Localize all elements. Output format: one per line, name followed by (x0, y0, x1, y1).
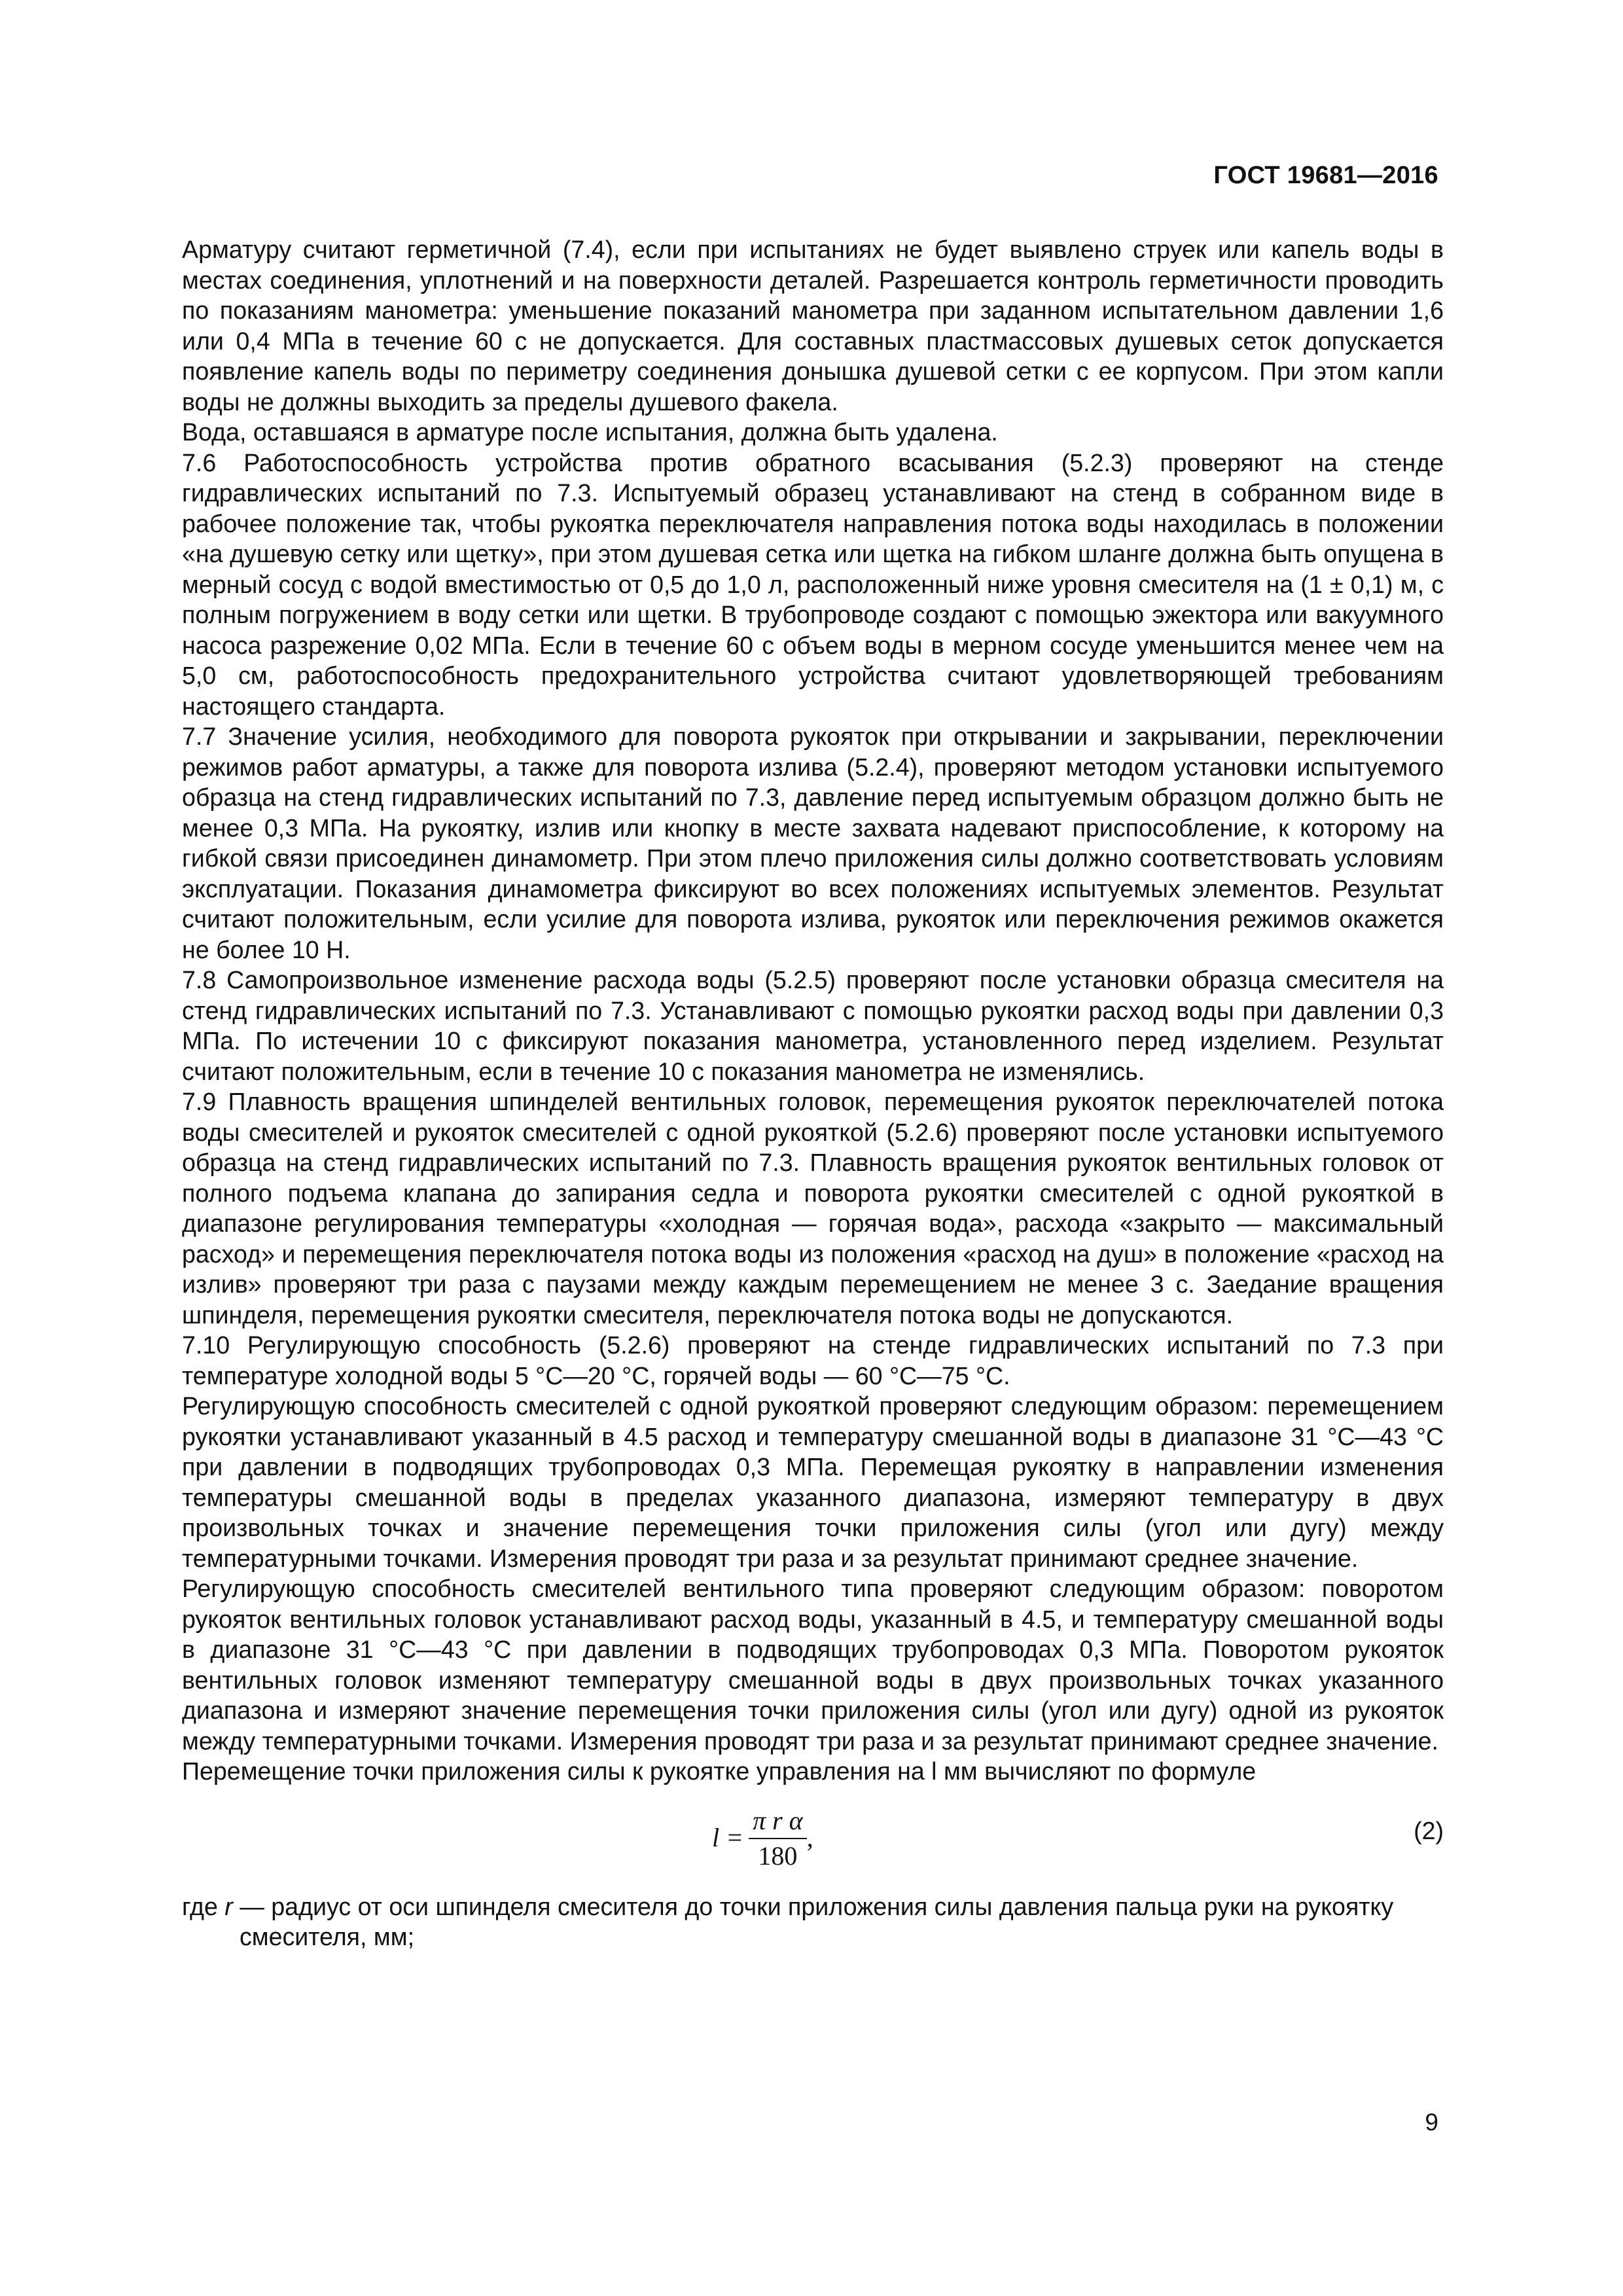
document-code-header: ГОСТ 19681—2016 (1213, 162, 1438, 189)
paragraph-7-10: 7.10 Регулирующую способность (5.2.6) проверяют на стенде гидравлических испытаний по 7.3 при температуре холодной воды 5 °С—20 °С, горячей воды — 60 °С—75 °С. (182, 1331, 1444, 1390)
formula-denominator: 180 (758, 1840, 798, 1871)
where-prefix: где (182, 1892, 218, 1920)
variable-description: радиус от оси шпинделя смесителя до точки приложения силы давления пальца руки на рукоятку (271, 1892, 1394, 1920)
paragraph-7-8: 7.8 Самопроизвольное изменение расхода воды (5.2.5) проверяют после установки образца смесителя на стенд гидравлических испытаний по 7.3. Устанавливают с помощью рукоятки расход воды при давлении 0,3 МПа. По истечении 10 с фиксируют показания манометра, установленного перед изделием. Результат считают положительным, если в течение 10 с показания манометра не изменялись. (182, 966, 1444, 1085)
document-body (182, 234, 1444, 1952)
variable-description-continuation: смесителя, мм; (240, 1923, 415, 1950)
paragraph-tightness: Арматуру считают герметичной (7.4), если при испытаниях не будет выявлено струек или капель воды в местах соединения, уплотнений и на поверхности деталей. Разрешается контроль герметичности проводить по показаниям манометра: уменьшение показаний манометра при заданном испытательном давлении 1,6 или 0,4 МПа в течение 60 с не допускается. Для составных пластмассовых душевых сеток допускается появление капель воды по периметру соединения донышка душевой сетки с ее корпусом. При этом капли воды не должны выходить за пределы душевого факела. (182, 236, 1444, 416)
paragraph-7-6: 7.6 Работоспособность устройства против обратного всасывания (5.2.3) проверяют на стенде гидравлических испытаний по 7.3. Испытуемый образец устанавливают на стенд в собранном виде в рабочее положение так, чтобы рукоятка переключателя направления потока воды находилась в положении «на душевую сетку или щетку», при этом душевая сетка или щетка на гибком шланге должна быть опущена в мерный сосуд с водой вместимостью от 0,5 до 1,0 л, расположенный ниже уровня смесителя на (1 ± 0,1) м, с полным погружением в воду сетки или щетки. В трубопроводе создают с помощью эжектора или вакуумного насоса разрежение 0,02 МПа. Если в течение 60 с объем воды в мерном сосуде уменьшится менее чем на 5,0 см, работоспособность предохранительного устройства считают удовлетворяющей требованиям настоящего стандарта. (182, 448, 1444, 720)
variable-definition (182, 1892, 1444, 1952)
where-dash: — (232, 1892, 272, 1920)
formula-trailing-comma: , (806, 1823, 813, 1853)
formula-fraction (749, 1806, 807, 1871)
paragraph-water-removal: Вода, оставшаяся в арматуре после испытания, должна быть удалена. (182, 418, 998, 446)
paragraph-7-7: 7.7 Значение усилия, необходимого для поворота рукояток при открывании и закрывании, переключении режимов работ арматуры, а также для поворота излива (5.2.4), проверяют методом установки испытуемого образца на стенд гидравлических испытаний по 7.3, давление перед испытуемым образцом должно быть не менее 0,3 МПа. На рукоятку, излив или кнопку в месте захвата надевают приспособление, к которому на гибкой связи присоединен динамометр. При этом плечо приложения силы должно соответствовать условиям эксплуатации. Показания динамометра фиксируют во всех положениях испытуемых элементов. Результат считают положительным, если усилие для поворота излива, рукояток или переключения режимов окажется не более 10 Н. (182, 723, 1444, 963)
formula-lhs: l = (712, 1823, 744, 1853)
formula-number: (2) (1414, 1816, 1444, 1844)
variable-definition-line (182, 1892, 1444, 1922)
variable-symbol: r (224, 1892, 233, 1920)
formula-block (182, 1801, 1444, 1878)
page-number: 9 (1425, 2109, 1438, 2136)
paragraph-7-9: 7.9 Плавность вращения шпинделей вентильных головок, перемещения рукояток переключателей потока воды смесителей и рукояток смесителей с одной рукояткой (5.2.6) проверяют после установки испытуемого образца на стенд гидравлических испытаний по 7.3. Плавность вращения рукояток вентильных головок от полного подъема клапана до запирания седла и поворота рукоятки смесителей с одной рукояткой в диапазоне регулирования температуры «холодная — горячая вода», расхода «закрыто — максимальный расход» и перемещения переключателя потока воды из положения «расход на душ» в положение «расход на излив» проверяют три раза с паузами между каждым перемещением не менее 3 с. Заедание вращения шпинделя, перемещения рукоятки смесителя, переключателя потока воды не допускаются. (182, 1088, 1444, 1329)
paragraph-valve-type-mixers: Регулирующую способность смесителей вентильного типа проверяют следующим образом: поворотом рукояток вентильных головок устанавливают расход воды, указанный в 4.5, и температуру смешанной воды в диапазоне 31 °С—43 °С при давлении в подводящих трубопроводах 0,3 МПа. Поворотом рукояток вентильных головок изменяют температуру смешанной воды в двух произвольных точках указанного диапазона и измеряют значение перемещения точки приложения силы (угол или дугу) одной из рукояток между температурными точками. Измерения проводят три раза и за результат принимают среднее значение. (182, 1575, 1444, 1755)
formula-expression (712, 1806, 813, 1871)
paragraph-formula-intro: Перемещение точки приложения силы к рукоятке управления на l мм вычисляют по формуле (182, 1757, 1257, 1785)
formula-numerator: π r α (749, 1806, 807, 1839)
paragraph-single-handle-mixers: Регулирующую способность смесителей с одной рукояткой проверяют следующим образом: перемещением рукоятки устанавливают указанный в 4.5 расход и температуру смешанной воды в диапазоне 31 °С—43 °С при давлении в подводящих трубопроводах 0,3 МПа. Перемещая рукоятку в направлении изменения температуры смешанной воды в пределах указанного диапазона, измеряют температуру в двух произвольных точках и значение перемещения точки приложения силы (угол или дугу) между температурными точками. Измерения проводят три раза и за результат принимают среднее значение. (182, 1392, 1444, 1572)
